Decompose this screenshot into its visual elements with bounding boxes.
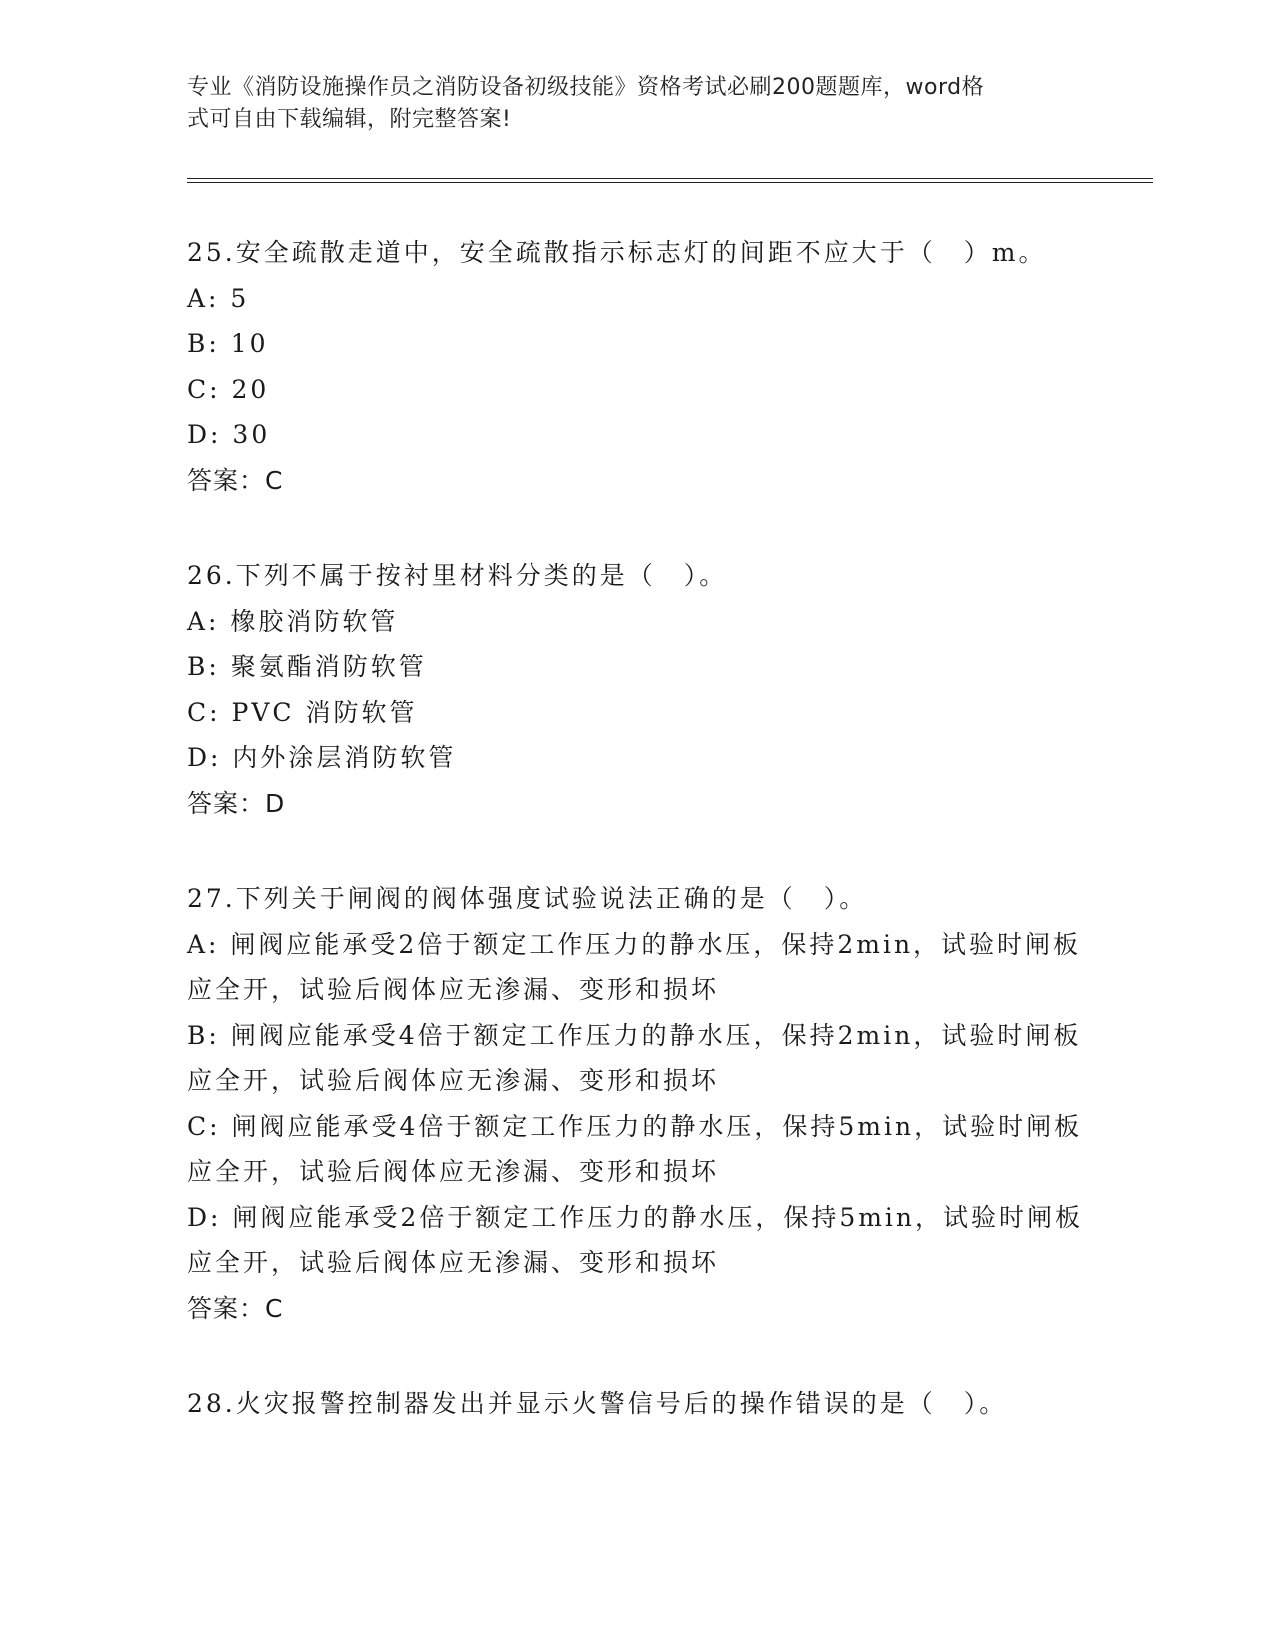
question-25 [187,230,1087,503]
answer-label: 答案：C [187,465,284,495]
option-a: A: 橡胶消防软管 [187,606,399,636]
option-c: C: PVC 消防软管 [187,697,418,727]
option-d: D: 闸阀应能承受2倍于额定工作压力的静水压，保持5min，试验时闸板应全开，试验后阀体应无渗漏、变形和损坏 [187,1202,1084,1277]
question-27 [187,876,1087,1331]
question-28 [187,1381,1087,1427]
question-list [187,230,1087,1477]
question-26 [187,553,1087,826]
question-stem: 28.火灾报警控制器发出并显示火警信号后的操作错误的是（ ）。 [187,1389,1008,1418]
header-line-1: 专业《消防设施操作员之消防设备初级技能》资格考试必刷200题题库，word格 [187,75,985,100]
option-a: A: 闸阀应能承受2倍于额定工作压力的静水压，保持2min，试验时闸板应全开，试验后阀体应无渗漏、变形和损坏 [187,929,1082,1004]
option-c: C: 闸阀应能承受4倍于额定工作压力的静水压，保持5min，试验时闸板应全开，试验后阀体应无渗漏、变形和损坏 [187,1111,1083,1186]
header-divider-bottom [187,182,1153,183]
option-c: C: 20 [187,374,270,404]
question-stem: 27.下列关于闸阀的阀体强度试验说法正确的是（ ）。 [187,884,868,913]
question-stem: 26.下列不属于按衬里材料分类的是（ ）。 [187,561,728,590]
option-d: D: 30 [187,420,271,449]
option-d: D: 内外涂层消防软管 [187,743,457,772]
question-stem: 25.安全疏散走道中，安全疏散指示标志灯的间距不应大于（ ）m。 [187,238,1047,267]
document-header [187,72,1067,136]
option-a: A: 5 [187,283,250,313]
answer-label: 答案：C [187,1293,284,1323]
answer-label: 答案：D [187,788,286,818]
option-b: B: 聚氨酯消防软管 [187,652,427,681]
header-divider-top [187,178,1153,179]
option-b: B: 闸阀应能承受4倍于额定工作压力的静水压，保持2min，试验时闸板应全开，试验后阀体应无渗漏、变形和损坏 [187,1020,1082,1095]
header-line-2: 式可自由下载编辑，附完整答案! [187,107,512,132]
option-b: B: 10 [187,329,269,358]
